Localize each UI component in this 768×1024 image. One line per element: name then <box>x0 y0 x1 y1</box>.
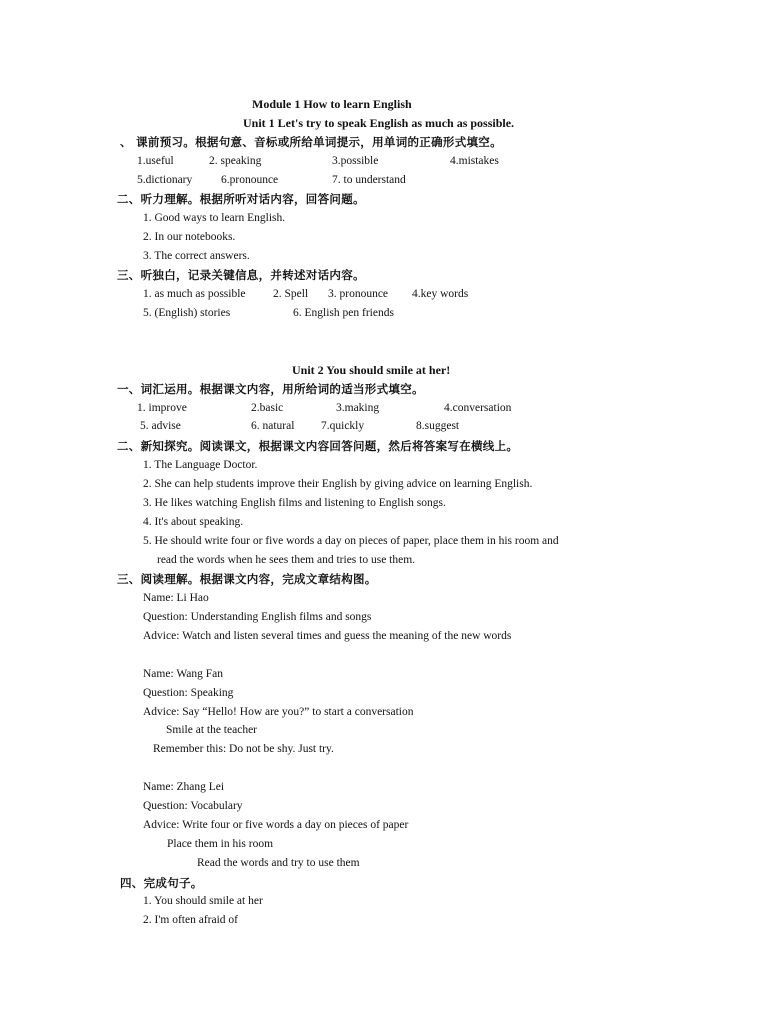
answer-line: 2. In our notebooks. <box>143 231 236 243</box>
unit2-sec2-heading: 二、新知探究。阅读课文，根据课文内容回答问题，然后将答案写在横线上。 <box>117 439 519 453</box>
structure-line: Advice: Say “Hello! How are you?” to start a conversation <box>143 706 414 718</box>
structure-line: Question: Vocabulary <box>143 800 243 812</box>
list-item: 1. as much as possible <box>143 288 246 300</box>
unit2-sec4-heading: 四、完成句子。 <box>120 876 203 890</box>
answer-line: 1. The Language Doctor. <box>143 459 258 471</box>
answer-line: 2. She can help students improve their English by giving advice on learning English. <box>143 478 533 490</box>
structure-line: Place them in his room <box>167 838 274 850</box>
list-item: 6. English pen friends <box>293 307 394 319</box>
structure-line: Advice: Watch and listen several times and guess the meaning of the new words <box>143 630 512 642</box>
list-item: 8.suggest <box>416 420 460 432</box>
list-item: 4.conversation <box>444 402 512 414</box>
unit1-title: Unit 1 Let's try to speak English as much as possible. <box>243 116 515 130</box>
structure-line: Read the words and try to use them <box>197 857 360 869</box>
unit1-sec1-heading: 、 课前预习。根据句意、音标或所给单词提示，用单词的正确形式填空。 <box>120 135 502 149</box>
list-item: 5. advise <box>140 420 181 432</box>
answer-line: 5. He should write four or five words a day on pieces of paper, place them in his room and <box>143 535 559 547</box>
list-item: 1. improve <box>137 402 187 414</box>
list-item: 6.pronounce <box>221 174 279 186</box>
list-item: 3. pronounce <box>328 288 389 300</box>
structure-line: Remember this: Do not be shy. Just try. <box>153 743 334 755</box>
list-item: 5.dictionary <box>137 174 193 186</box>
structure-line: Name: Li Hao <box>143 592 209 604</box>
list-item: 7.quickly <box>321 420 365 432</box>
answer-line: 3. He likes watching English films and listening to English songs. <box>143 497 446 509</box>
structure-line: Question: Understanding English films and songs <box>143 611 372 623</box>
list-item: 5. (English) stories <box>143 307 231 319</box>
structure-line: Name: Wang Fan <box>143 668 223 680</box>
unit2-sec3-heading: 三、阅读理解。根据课文内容，完成文章结构图。 <box>117 572 377 586</box>
answer-line: read the words when he sees them and tries to use them. <box>157 554 416 566</box>
answer-line: 1. Good ways to learn English. <box>143 212 286 224</box>
structure-line: Smile at the teacher <box>166 724 258 736</box>
list-item: 3.possible <box>332 155 379 167</box>
unit1-sec2-heading: 二、听力理解。根据所听对话内容，回答问题。 <box>117 192 365 206</box>
list-item: 6. natural <box>251 420 295 432</box>
list-item: 2. speaking <box>209 155 262 167</box>
unit2-sec1-heading: 一、词汇运用。根据课文内容，用所给词的适当形式填空。 <box>117 382 424 396</box>
unit2-title: Unit 2 You should smile at her! <box>292 363 451 377</box>
structure-line: Advice: Write four or five words a day on pieces of paper <box>143 819 409 831</box>
answer-line: 3. The correct answers. <box>143 250 250 262</box>
answer-line: 1. You should smile at her <box>143 895 263 907</box>
list-item: 1.useful <box>137 155 174 167</box>
structure-line: Name: Zhang Lei <box>143 781 225 793</box>
list-item: 4.mistakes <box>450 155 499 167</box>
list-item: 2. Spell <box>273 288 309 300</box>
list-item: 2.basic <box>251 402 284 414</box>
answer-line: 2. I'm often afraid of <box>143 914 238 926</box>
module-title: Module 1 How to learn English <box>252 97 412 111</box>
answer-line: 4. It's about speaking. <box>143 516 244 528</box>
structure-line: Question: Speaking <box>143 687 234 699</box>
list-item: 7. to understand <box>332 174 406 186</box>
list-item: 4.key words <box>412 288 469 300</box>
list-item: 3.making <box>336 402 380 414</box>
unit1-sec3-heading: 三、听独白，记录关键信息，并转述对话内容。 <box>117 268 365 282</box>
